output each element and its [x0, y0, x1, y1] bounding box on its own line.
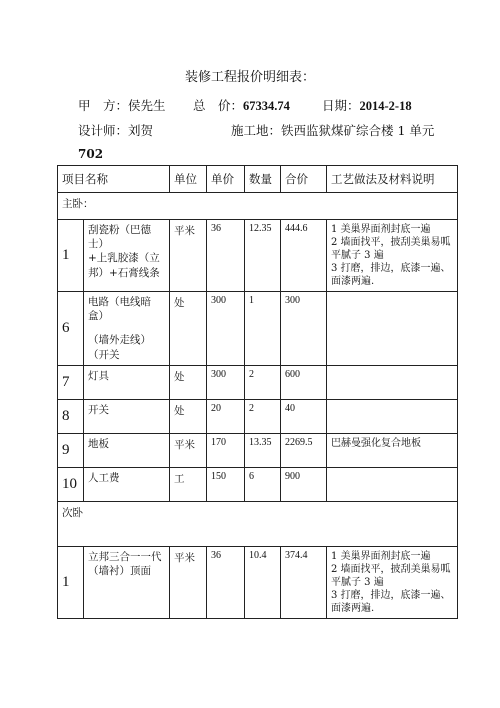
designer-value: 刘贺 — [128, 123, 154, 138]
item-desc-line: 3 打磨，排边，底漆一遍、面漆两遍. — [331, 590, 451, 614]
item-desc — [327, 220, 458, 292]
item-name — [84, 366, 170, 400]
item-unit: 平米 — [170, 547, 207, 619]
item-desc — [327, 434, 458, 468]
item-total: 40 — [281, 400, 327, 434]
item-unit: 平米 — [170, 220, 207, 292]
item-desc-line: 巴赫曼强化复合地板 — [331, 438, 421, 449]
row-number: 9 — [58, 434, 84, 468]
party-a-field — [78, 96, 166, 114]
item-desc-line: 1 美巢界面剂封底一遍 — [331, 551, 431, 562]
table-row — [58, 366, 458, 400]
item-desc — [327, 366, 458, 400]
table-row — [58, 468, 458, 502]
document-title: 装修工程报价明细表： — [184, 70, 315, 85]
item-qty: 13.35 — [245, 434, 281, 468]
total-price-field — [193, 96, 290, 114]
header-desc: 工艺做法及材料说明 — [327, 166, 458, 193]
item-name-line: 立邦三合一一代 — [88, 551, 162, 563]
item-price: 300 — [207, 292, 245, 366]
item-desc-line: 2 墙面找平，披刮美巢易呱平腻子 3 遍 — [331, 237, 451, 261]
site-field — [231, 121, 434, 139]
item-name-line: +上乳胶漆（立 — [88, 252, 160, 265]
item-desc — [327, 547, 458, 619]
row-number: 8 — [58, 400, 84, 434]
item-name — [84, 400, 170, 434]
item-price: 150 — [207, 468, 245, 502]
row-number: 10 — [58, 468, 84, 502]
item-qty: 2 — [245, 366, 281, 400]
item-name-line — [88, 323, 165, 333]
table-row — [58, 547, 458, 619]
item-name-line: （墙衬）顶面 — [88, 565, 151, 578]
header-name: 项目名称 — [58, 166, 170, 193]
item-desc-line: 2 墙面找平，披刮美巢易呱平腻子 3 遍 — [331, 564, 451, 588]
date-value: 2014-2-18 — [359, 99, 412, 113]
item-name-line: （墙外走线） — [88, 334, 151, 347]
table-row — [58, 220, 458, 292]
header-price: 单价 — [207, 166, 245, 193]
item-name-line: 电路（电线暗盒） — [88, 296, 151, 323]
item-total: 444.6 — [281, 220, 327, 292]
item-name — [84, 220, 170, 292]
date-label: 日期： — [322, 98, 360, 113]
site-label: 施工地： — [231, 123, 282, 138]
row-number: 1 — [58, 547, 84, 619]
table-row — [58, 292, 458, 366]
item-qty: 6 — [245, 468, 281, 502]
item-name — [84, 547, 170, 619]
table-row — [58, 434, 458, 468]
section-row — [58, 502, 458, 547]
item-name-line: （开关 — [88, 348, 120, 361]
item-unit: 处 — [170, 400, 207, 434]
row-number: 7 — [58, 366, 84, 400]
item-unit: 处 — [170, 292, 207, 366]
item-desc-line: 1 美巢界面剂封底一遍 — [331, 224, 431, 235]
item-total: 2269.5 — [281, 434, 327, 468]
item-unit: 处 — [170, 366, 207, 400]
date-field — [322, 96, 412, 114]
item-desc — [327, 292, 458, 366]
item-qty: 1 — [245, 292, 281, 366]
header-qty: 数量 — [245, 166, 281, 193]
section-row — [58, 193, 458, 220]
table-header-row — [58, 166, 458, 193]
site-continuation: 702 — [78, 147, 104, 161]
section-title: 次卧 — [58, 502, 458, 547]
designer-label: 设计师： — [78, 123, 129, 138]
item-qty: 12.35 — [245, 220, 281, 292]
row-number: 6 — [58, 292, 84, 366]
row-number: 1 — [58, 220, 84, 292]
table-body — [58, 193, 458, 619]
item-name — [84, 434, 170, 468]
item-desc — [327, 400, 458, 434]
item-name-line: 开关 — [88, 404, 109, 416]
designer-field — [78, 121, 153, 139]
party-a-value: 侯先生 — [128, 98, 166, 113]
item-name-line: 灯具 — [88, 370, 109, 382]
item-price: 36 — [207, 220, 245, 292]
item-name-line: 人工费 — [88, 472, 120, 484]
site-value: 铁西监狱煤矿综合楼 1 单元 — [281, 123, 435, 138]
item-total: 600 — [281, 366, 327, 400]
header-unit: 单位 — [170, 166, 207, 193]
item-unit: 工 — [170, 468, 207, 502]
party-a-label: 甲 方： — [78, 98, 129, 113]
item-price: 36 — [207, 547, 245, 619]
item-unit: 平米 — [170, 434, 207, 468]
item-total: 374.4 — [281, 547, 327, 619]
item-price: 20 — [207, 400, 245, 434]
item-qty: 10.4 — [245, 547, 281, 619]
item-price: 300 — [207, 366, 245, 400]
item-name-line: 刮瓷粉（巴德士） — [88, 224, 151, 251]
item-desc — [327, 468, 458, 502]
total-price-label: 总 价： — [193, 98, 244, 113]
item-qty: 2 — [245, 400, 281, 434]
item-name-line: 邦）+石膏线条 — [88, 266, 160, 279]
item-total: 900 — [281, 468, 327, 502]
section-title: 主卧： — [58, 193, 458, 220]
table-row — [58, 400, 458, 434]
item-desc-line: 3 打磨，排边，底漆一遍、面漆两遍. — [331, 263, 451, 287]
item-total: 300 — [281, 292, 327, 366]
item-name — [84, 292, 170, 366]
header-total: 合价 — [281, 166, 327, 193]
item-price: 170 — [207, 434, 245, 468]
total-price-value: 67334.74 — [243, 99, 290, 113]
quote-table — [57, 165, 458, 619]
item-name — [84, 468, 170, 502]
item-name-line: 地板 — [88, 438, 109, 450]
